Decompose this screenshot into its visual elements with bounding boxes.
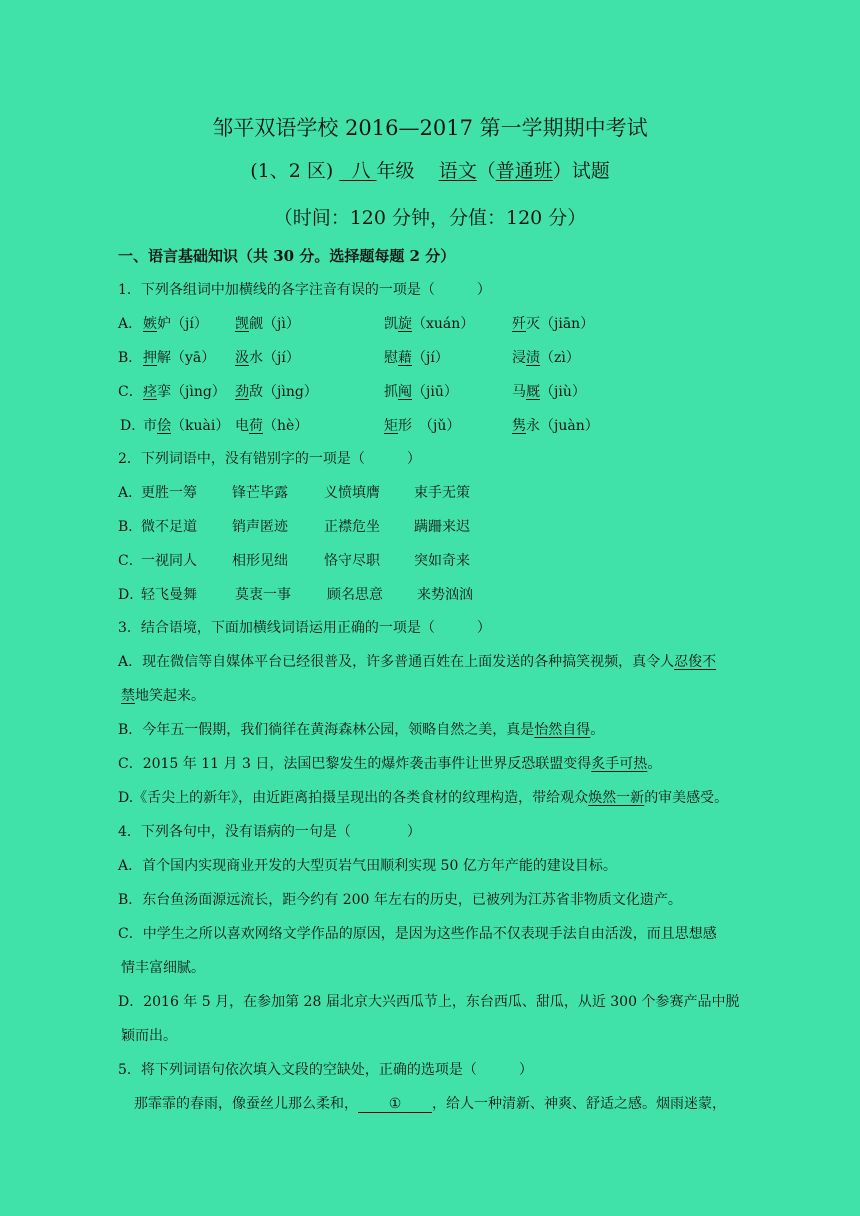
q1-word: 押解（yā） bbox=[143, 350, 216, 366]
q5-passage: 那霏霏的春雨，像蚕丝儿那么柔和， ① ，给人一种清新、神爽、舒适之感。烟雨迷蒙， bbox=[134, 1096, 726, 1112]
q1-word: 马厩（jiù） bbox=[512, 384, 586, 400]
q1-word: 觊觎（jì） bbox=[235, 316, 300, 332]
q2-word: 义愤填膺 bbox=[324, 485, 380, 501]
q1-word: 凯旋（xuán） bbox=[384, 316, 475, 332]
q2-word: 蹒跚来迟 bbox=[414, 519, 470, 535]
q4-stem: 4．下列各句中，没有语病的一句是（ ） bbox=[118, 824, 421, 840]
q2-word: 束手无策 bbox=[414, 485, 470, 501]
q2-option-label: B． bbox=[118, 519, 143, 535]
q4-option-c-cont: 情丰富细腻。 bbox=[121, 960, 205, 976]
q2-word: 更胜一筹 bbox=[141, 485, 197, 501]
q3-option-c: C．2015 年 11 月 3 日，法国巴黎发生的爆炸袭击事件让世界反恐联盟变得炙手可热。 bbox=[118, 756, 662, 772]
q1-word: 抓阄（jiū） bbox=[384, 384, 458, 400]
q1-word: 劲敌（jìng） bbox=[235, 384, 318, 400]
subtitle-subject: 语文 bbox=[438, 160, 477, 182]
q4-option-d-cont: 颖而出。 bbox=[121, 1028, 177, 1044]
q1-stem: 1．下列各组词中加横线的各字注音有误的一项是（ ） bbox=[118, 282, 491, 298]
q1-word: 汲水（jí） bbox=[235, 350, 300, 366]
q2-word: 来势汹汹 bbox=[417, 587, 473, 603]
q2-option-label: A． bbox=[118, 485, 143, 501]
q3-stem: 3．结合语境，下面加横线词语运用正确的一项是（ ） bbox=[118, 620, 491, 636]
q4-option-c: C．中学生之所以喜欢网络文学作品的原因，是因为这些作品不仅表现手法自由活泼，而且思想感 bbox=[118, 926, 717, 942]
q2-word: 恪守尽职 bbox=[324, 553, 380, 569]
q4-option-d: D．2016 年 5 月，在参加第 28 届北京大兴西瓜节上，东台西瓜、甜瓜，从近 300 个参赛产品中脱 bbox=[118, 994, 740, 1010]
q1-word: 矩形 （jǔ） bbox=[384, 418, 461, 434]
fill-blank-1[interactable]: ① bbox=[358, 1096, 432, 1113]
q1-word: 慰藉（jí） bbox=[384, 350, 449, 366]
q4-option-a: A．首个国内实现商业开发的大型页岩气田顺利实现 50 亿方年产能的建设目标。 bbox=[118, 858, 617, 874]
subtitle-paren: （ bbox=[476, 160, 496, 182]
exam-time-info: （时间：120 分钟，分值：120 分） bbox=[273, 207, 587, 229]
q2-word: 一视同人 bbox=[141, 553, 197, 569]
q2-word: 顾名思意 bbox=[327, 587, 383, 603]
q2-word: 突如奇来 bbox=[414, 553, 470, 569]
q2-word: 锋芒毕露 bbox=[232, 485, 288, 501]
q2-word: 轻飞曼舞 bbox=[141, 587, 197, 603]
q1-option-label: A． bbox=[118, 316, 143, 332]
q1-word: 隽永（juàn） bbox=[512, 418, 599, 434]
q2-word: 销声匿迹 bbox=[232, 519, 288, 535]
q5-stem: 5．将下列词语句依次填入文段的空缺处，正确的选项是（ ） bbox=[118, 1062, 533, 1078]
q1-word: 电荷（hè） bbox=[235, 418, 309, 434]
q3-option-d: D.《舌尖上的新年》，由近距离拍摄呈现出的各类食材的纹理构造，带给观众焕然一新的审美感受。 bbox=[118, 790, 729, 806]
subtitle-class: 普通班 bbox=[495, 160, 553, 182]
section-heading: 一、语言基础知识（共 30 分。选择题每题 2 分） bbox=[118, 247, 456, 265]
q1-word: 歼灭（jiān） bbox=[512, 316, 595, 332]
q1-word: 浸渍（zì） bbox=[512, 350, 580, 366]
q1-word: 痉挛（jìng） bbox=[143, 384, 226, 400]
q2-word: 正襟危坐 bbox=[324, 519, 380, 535]
q1-option-label: D． bbox=[120, 418, 146, 434]
exam-title: 邹平双语学校 2016—2017 第一学期期中考试 bbox=[212, 116, 648, 140]
q2-option-label: D． bbox=[118, 587, 144, 603]
q1-word: 嫉妒（jí） bbox=[143, 316, 208, 332]
subtitle-suffix: ）试题 bbox=[552, 160, 610, 182]
q2-word: 微不足道 bbox=[141, 519, 197, 535]
subtitle-grade: 八 bbox=[351, 160, 371, 182]
q4-option-b: B．东台鱼汤面源远流长，距今约有 200 年左右的历史，已被列为江苏省非物质文化遗产。 bbox=[118, 892, 682, 908]
subtitle-district: (1、2 区) bbox=[250, 160, 334, 182]
q2-stem: 2．下列词语中，没有错别字的一项是（ ） bbox=[118, 451, 421, 467]
q1-word: 市侩（kuài） bbox=[143, 418, 230, 434]
subtitle-grade-suffix: 年级 bbox=[376, 160, 415, 182]
q1-option-label: C． bbox=[118, 384, 143, 400]
q2-word: 相形见绌 bbox=[232, 553, 288, 569]
q1-option-label: B． bbox=[118, 350, 143, 366]
q3-option-b: B．今年五一假期，我们徜徉在黄海森林公园，领略自然之美，真是怡然自得。 bbox=[118, 722, 605, 738]
q3-option-a-cont: 禁地笑起来。 bbox=[121, 688, 205, 704]
q2-option-label: C． bbox=[118, 553, 143, 569]
q2-word: 莫衷一事 bbox=[235, 587, 291, 603]
q3-option-a: A．现在微信等自媒体平台已经很普及，许多普通百姓在上面发送的各种搞笑视频，真令人忍俊不 bbox=[118, 654, 717, 670]
exam-subtitle bbox=[0, 156, 860, 183]
